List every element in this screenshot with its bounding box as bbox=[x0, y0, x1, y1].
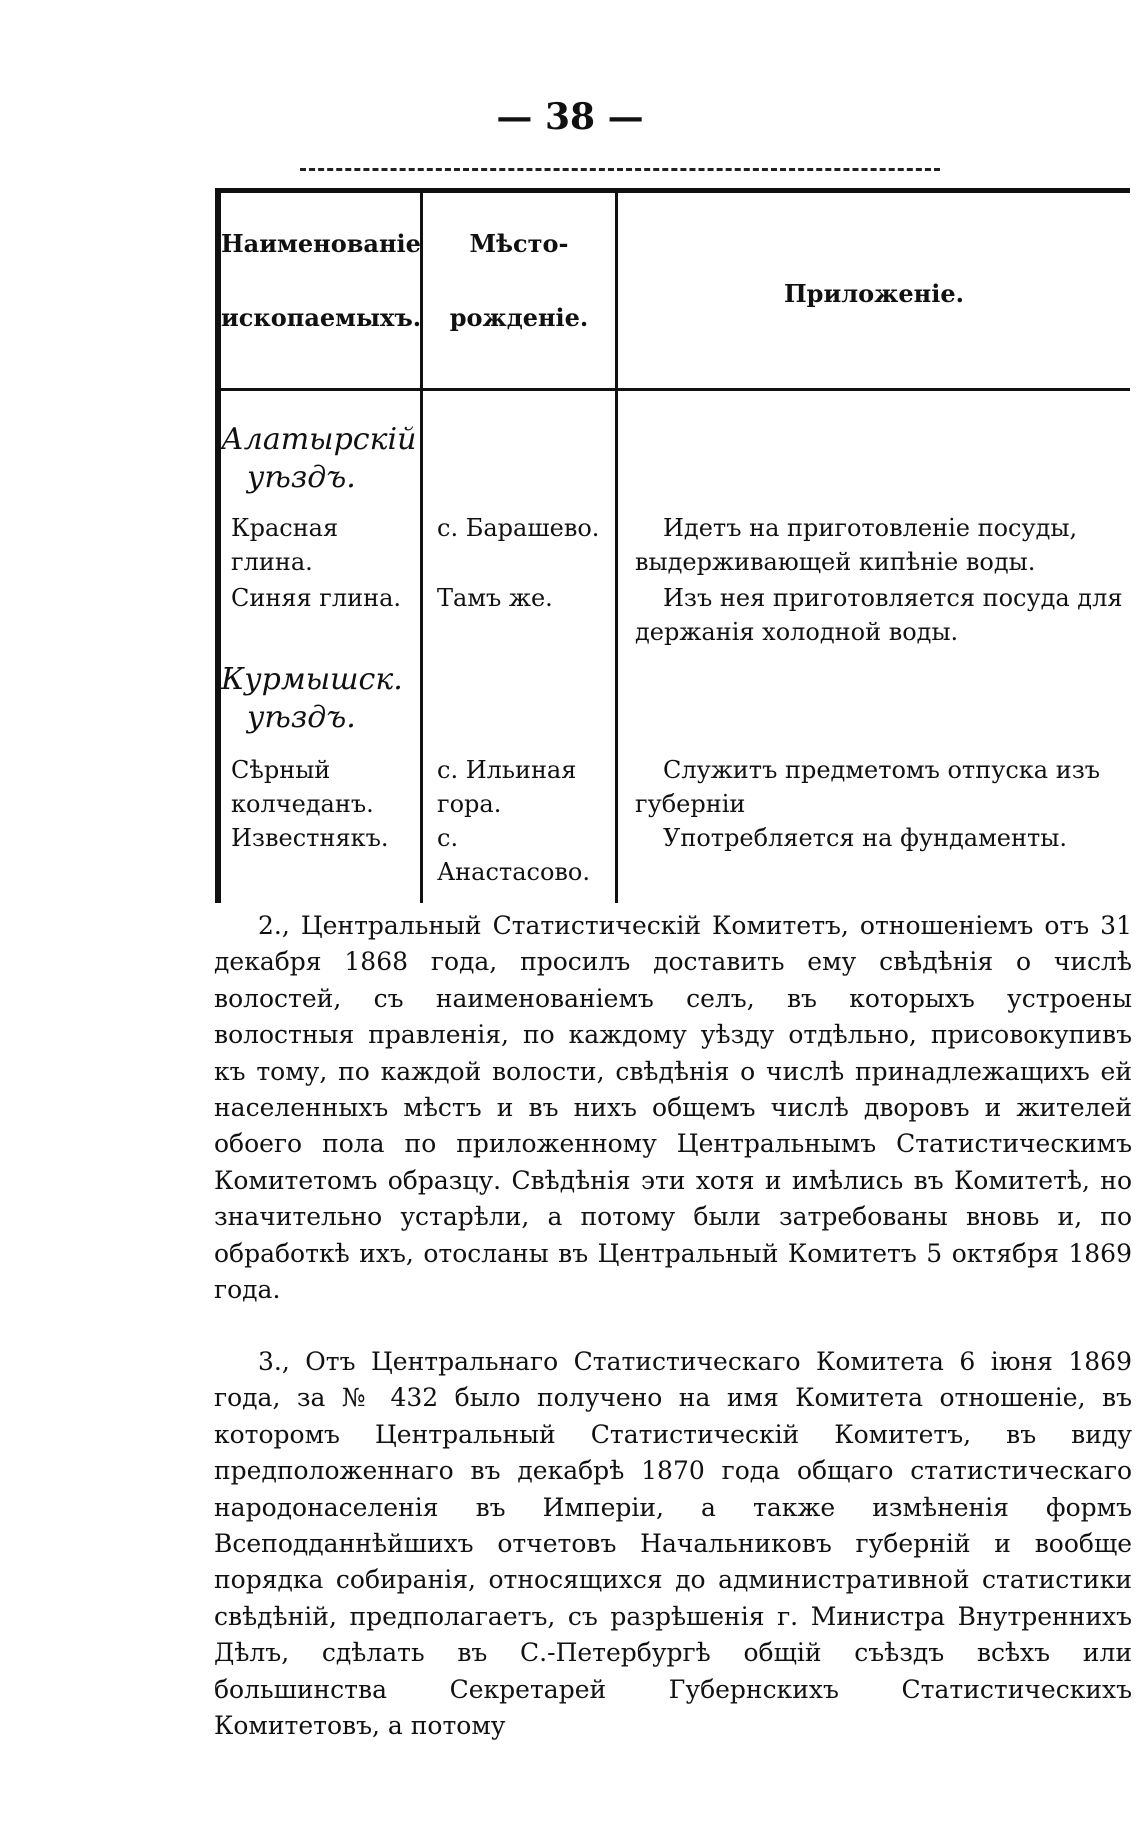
table-cell-place: с. Барашево. bbox=[437, 514, 600, 542]
header-rule bbox=[215, 388, 1130, 391]
district-heading-line1: Алатырскій bbox=[221, 422, 417, 457]
table-cell-name: Синяя глина. bbox=[231, 584, 402, 612]
column-header-name-line1: Наименованіе bbox=[221, 229, 421, 258]
table-cell-place: Тамъ же. bbox=[437, 584, 553, 612]
table-cell-place: с. Анастасово. bbox=[437, 824, 590, 886]
table-cell-application: Идетъ на приготовленіе посуды, выдерживающей кипѣніе воды. bbox=[635, 514, 1078, 576]
page-number: — 38 — bbox=[496, 96, 644, 138]
district-heading-line2: уѣздъ. bbox=[247, 460, 356, 495]
column-header-name-line2: ископаемыхъ. bbox=[221, 303, 422, 332]
column-header-application: Приложеніе. bbox=[784, 279, 964, 308]
header-divider bbox=[300, 168, 940, 171]
column-header-place-line2: рожденіе. bbox=[449, 303, 589, 332]
table-cell-name: Красная глина. bbox=[231, 514, 339, 576]
district-heading bbox=[221, 661, 417, 737]
paragraph-item-3: 3., Отъ Центральнаго Статистическаго Комитета 6 іюня 1869 года, за № 432 было получено на имя Комитета отношеніе, въ которомъ Центральный Статистическій Комитетъ, въ виду предположеннаго въ декабрѣ 1870 года общаго статистическаго народонаселенія въ Имперіи, а также измѣненія формъ Всеподданнѣйшихъ отчетовъ Начальниковъ губерній и вообще порядка собиранія, относящихся до административной статистики свѣдѣній, предполагаетъ, съ разрѣшенія г. Министра Внутреннихъ Дѣлъ, сдѣлать въ С.-Петербургѣ общій съѣздъ всѣхъ или большинства Секретарей Губернскихъ Статистическихъ Комитетовъ, а потому bbox=[214, 1347, 1132, 1741]
table-cell-application: Употребляется на фундаменты. bbox=[663, 824, 1067, 852]
column-header-place bbox=[423, 228, 615, 334]
paragraph-item-2: 2., Центральный Статистическій Комитетъ, отношеніемъ отъ 31 декабря 1868 года, просилъ доставить ему свѣдѣнія о числѣ волостей, съ наименованіемъ селъ, въ которыхъ устроены волостныя правленія, по каждому уѣзду отдѣльно, присовокупивъ къ тому, по каждой волости, свѣдѣнія о числѣ принадлежащихъ ей населенныхъ мѣстъ и въ нихъ общемъ числѣ дворовъ и жителей обоего пола по приложенному Центральнымъ Статистическимъ Комитетомъ образцу. Свѣдѣнія эти хотя и имѣлись въ Комитетѣ, но значительно устарѣли, а потому были затребованы вновь и, по обработкѣ ихъ, отосланы въ Центральный Комитетъ 5 октября 1869 года. bbox=[214, 911, 1132, 1305]
table-cell-application: Служитъ предметомъ отпуска изъ губерніи bbox=[635, 756, 1101, 818]
table-cell-name: Известнякъ. bbox=[231, 824, 389, 852]
table-cell-application: Изъ нея приготовляется посуда для держанія холодной воды. bbox=[635, 584, 1123, 646]
column-header-place-line1: Мѣсто- bbox=[469, 229, 569, 258]
table-cell-place: с. Ильиная гора. bbox=[437, 756, 577, 818]
minerals-table bbox=[215, 188, 1130, 903]
district-heading-line2: уѣздъ. bbox=[247, 700, 356, 735]
column-header-name bbox=[221, 228, 420, 334]
district-heading-line1: Курмышск. bbox=[221, 662, 403, 697]
district-heading bbox=[221, 421, 417, 497]
table-cell-name: Сѣрный колчеданъ. bbox=[231, 756, 374, 818]
